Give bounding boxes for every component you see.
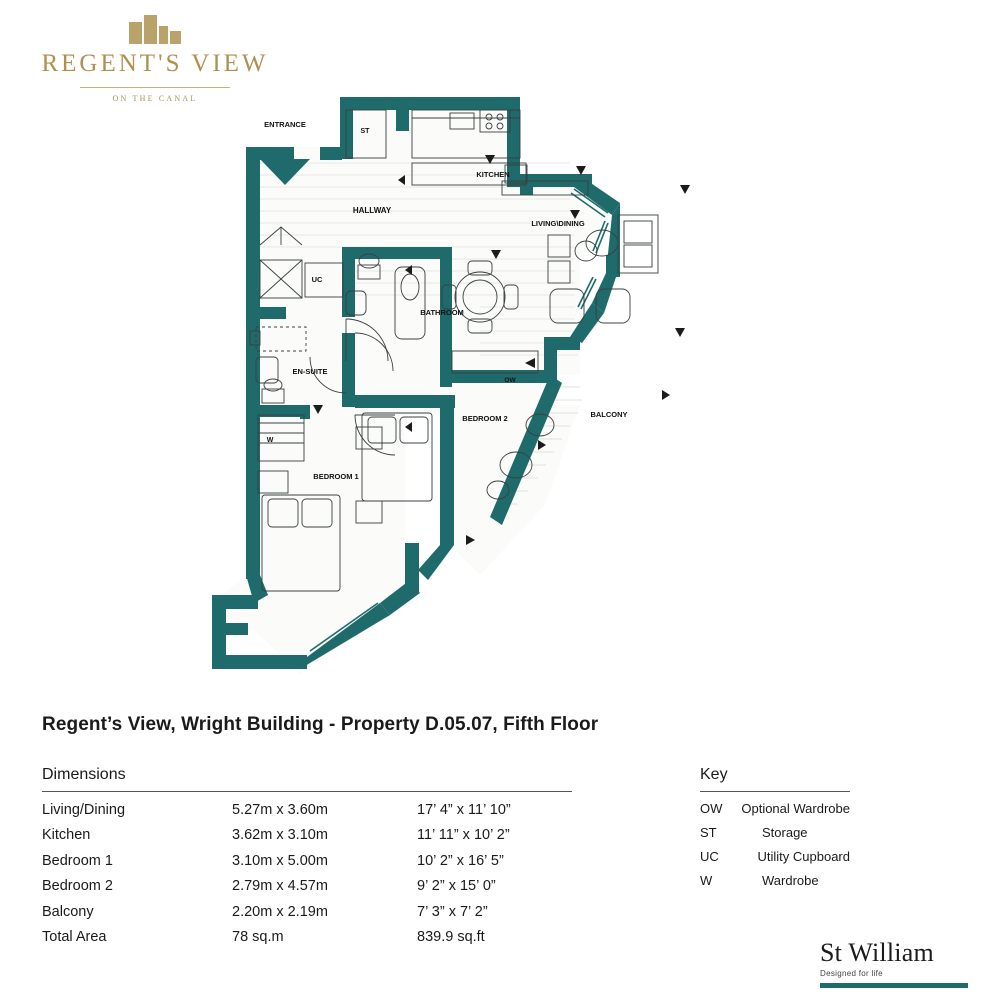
key-meaning: Wardrobe: [762, 873, 819, 888]
key-heading: Key: [700, 766, 850, 792]
room-label: W: [266, 437, 274, 444]
metric-size: 2.79m x 4.57m: [232, 878, 328, 894]
imperial-size: 9’ 2” x 15’ 0”: [417, 878, 496, 894]
entrance-label: ENTRANCE: [264, 120, 306, 129]
list-item: [700, 840, 850, 864]
imperial-size: 17’ 4” x 11’ 10”: [417, 801, 511, 818]
key-table: [700, 766, 850, 888]
room-label: EN-SUITE: [292, 367, 328, 376]
developer-accent-bar: [820, 983, 968, 988]
floor-plan-drawing: [150, 75, 850, 695]
metric-size: 78 sq.m: [232, 929, 284, 945]
room-label: KITCHEN: [476, 170, 510, 179]
room-label: BALCONY: [590, 410, 628, 419]
buildings-icon: [123, 14, 187, 44]
room-name: Bedroom 2: [42, 878, 113, 894]
room-label: UC: [311, 275, 323, 284]
table-row: [42, 843, 572, 869]
room-label: BEDROOM 2: [462, 414, 508, 423]
room-label: HALLWAY: [352, 206, 392, 215]
key-meaning: Utility Cupboard: [757, 849, 850, 864]
room-name: Total Area: [42, 929, 107, 945]
metric-size: 5.27m x 3.60m: [232, 801, 328, 818]
key-abbr: UC: [700, 849, 719, 864]
list-item: [700, 792, 850, 816]
imperial-size: 839.9 sq.ft: [417, 929, 485, 945]
room-label: BEDROOM 1: [313, 472, 359, 481]
developer-tagline: Designed for life: [820, 969, 883, 978]
key-meaning: Storage: [762, 825, 808, 840]
brand-name: REGENT'S VIEW: [41, 50, 269, 77]
metric-size: 2.20m x 2.19m: [232, 903, 328, 920]
room-name: Living/Dining: [42, 801, 126, 818]
list-item: [700, 864, 850, 888]
metric-size: 3.62m x 3.10m: [232, 827, 328, 843]
room-label: ST: [360, 128, 370, 135]
table-row: [42, 869, 572, 895]
key-abbr: W: [700, 873, 713, 888]
room-label: BATHROOM: [420, 308, 464, 317]
key-abbr: ST: [700, 825, 717, 840]
imperial-size: 10’ 2” x 16’ 5”: [417, 852, 504, 869]
room-name: Kitchen: [42, 827, 91, 843]
room-label: LIVING\DINING: [531, 219, 585, 228]
table-row: [42, 920, 572, 946]
table-row: [42, 792, 572, 818]
developer-name: St William: [820, 938, 934, 967]
table-row: [42, 818, 572, 844]
room-name: Bedroom 1: [42, 852, 113, 869]
dimensions-heading: Dimensions: [42, 766, 572, 792]
table-row: [42, 894, 572, 920]
developer-logo: [820, 938, 968, 988]
room-label: OW: [504, 377, 516, 384]
key-meaning: Optional Wardrobe: [741, 801, 850, 816]
page-title: Regent’s View, Wright Building - Property D.05.07, Fifth Floor: [42, 714, 599, 735]
key-abbr: OW: [700, 801, 723, 816]
metric-size: 3.10m x 5.00m: [232, 852, 328, 869]
room-name: Balcony: [42, 903, 94, 920]
imperial-size: 11’ 11” x 10’ 2”: [417, 827, 510, 843]
list-item: [700, 816, 850, 840]
brand-tagline: ON THE CANAL: [112, 94, 198, 103]
imperial-size: 7’ 3” x 7’ 2”: [417, 903, 488, 920]
dimensions-table: [42, 766, 572, 945]
